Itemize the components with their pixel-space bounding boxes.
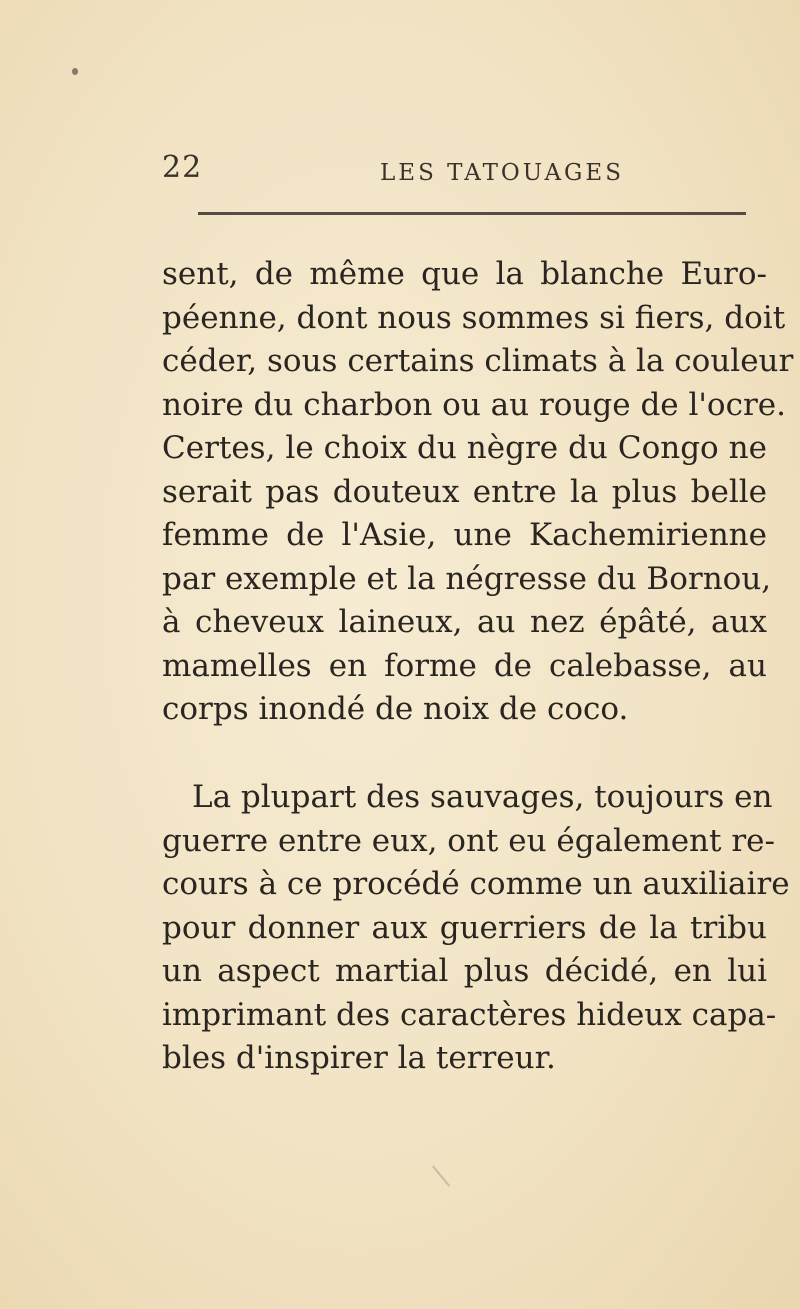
text-line: corps inondé de noix de coco. [162, 691, 629, 727]
text-line: noire du charbon ou au rouge de l'ocre. [162, 386, 786, 423]
ink-speck [72, 68, 78, 75]
text-line: La plupart des sauvages, toujours en [192, 779, 773, 815]
paragraph-2 [162, 776, 790, 1081]
text-line: par exemple et la négresse du Bornou, [162, 560, 772, 597]
running-head: LES TATOUAGES [380, 160, 624, 186]
text-line: un aspect martial plus décidé, en lui [162, 953, 767, 989]
text-line: à cheveux laineux, au nez épâté, aux [162, 604, 767, 640]
text-line: imprimant des caractères hideux capa- [162, 996, 777, 1033]
text-line: pour donner aux guerriers de la tribu [162, 909, 767, 946]
page-number: 22 [162, 150, 203, 185]
text-line: bles d'inspirer la terreur. [162, 1040, 556, 1076]
text-line: serait pas douteux entre la plus belle [162, 473, 767, 510]
paper-mark [432, 1165, 450, 1186]
text-line: femme de l'Asie, une Kachemirienne [162, 517, 767, 553]
text-line: guerre entre eux, ont eu également re- [162, 822, 775, 859]
header-rule [198, 212, 746, 215]
text-line: sent, de même que la blanche Euro- [162, 256, 767, 292]
text-line: mamelles en forme de calebasse, au [162, 647, 767, 684]
text-line: péenne, dont nous sommes si fiers, doit [162, 299, 786, 336]
text-line: Certes, le choix du nègre du Congo ne [162, 430, 767, 466]
paragraph-1 [162, 253, 794, 732]
text-line: céder, sous certains climats à la couleur [162, 343, 794, 379]
text-line: cours à ce procédé comme un auxiliaire [162, 866, 790, 902]
